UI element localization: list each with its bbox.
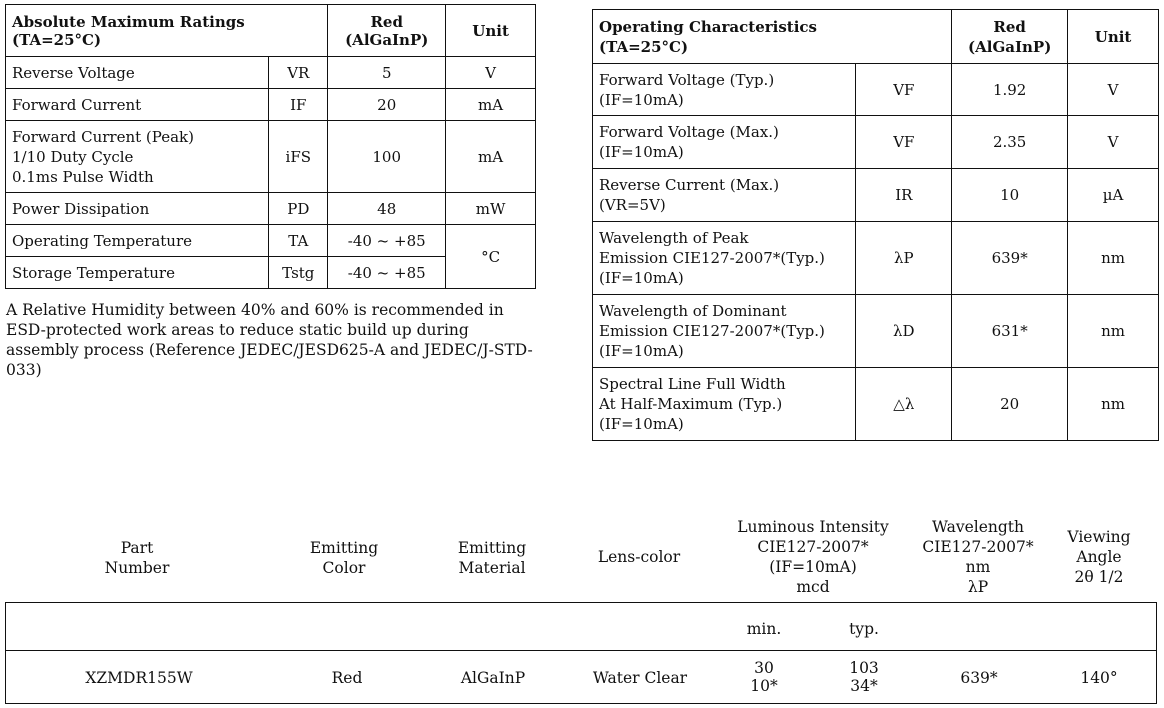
op-title-cell xyxy=(593,10,952,64)
header-emitting-material: Emitting Material xyxy=(457,539,527,577)
part-table-body xyxy=(5,602,1157,704)
emitting-color-cell: Red xyxy=(331,669,363,687)
typ-intensity-cell: 103 34* xyxy=(849,659,879,695)
table-row: Forward Voltage (Typ.) (IF=10mA) VF 1.92 V xyxy=(593,64,1159,116)
header-viewing-angle: Viewing Angle 2θ 1/2 xyxy=(1067,528,1131,586)
table-row: Spectral Line Full Width At Half-Maximum (Typ.) (IF=10mA) △λ 20 nm xyxy=(593,368,1159,441)
table-row: Forward Current IF 20 mA xyxy=(6,89,536,121)
table-row: Reverse Voltage VR 5 V xyxy=(6,57,536,89)
op-condition: (TA=25°C) xyxy=(599,37,689,56)
table-row: Wavelength of Peak Emission CIE127-2007*(Typ.) (IF=10mA) λP 639* nm xyxy=(593,222,1159,295)
table-row: Power Dissipation PD 48 mW xyxy=(6,193,536,225)
humidity-note: A Relative Humidity between 40% and 60% is recommended in ESD-protected work areas to reduce static build up during assembly process (Reference JEDEC/JESD625-A and JEDEC/J-STD-033) xyxy=(6,301,533,379)
table-row: Forward Voltage (Max.) (IF=10mA) VF 2.35 V xyxy=(593,116,1159,169)
wavelength-cell: 639* xyxy=(960,669,998,687)
operating-characteristics-table xyxy=(592,9,1159,441)
row-divider xyxy=(6,650,1156,651)
op-title: Operating Characteristics xyxy=(599,17,818,36)
viewing-angle-cell: 140° xyxy=(1080,669,1118,687)
abs-header-row xyxy=(6,5,536,57)
abs-red-header: Red (AlGaInP) xyxy=(328,5,446,57)
table-row: Operating Temperature TA -40 ~ +85 °C xyxy=(6,225,536,257)
sub-header-min: min. xyxy=(746,620,782,638)
sub-header-typ: typ. xyxy=(849,620,879,638)
part-number-cell: XZMDR155W xyxy=(85,669,193,687)
abs-title: Absolute Maximum Ratings xyxy=(12,12,245,31)
op-header-row xyxy=(593,10,1159,64)
absolute-max-ratings-table xyxy=(5,4,536,289)
header-part-number: Part Number xyxy=(104,539,170,577)
part-table-header xyxy=(5,514,1159,602)
abs-title-cell xyxy=(6,5,328,57)
table-row: Wavelength of Dominant Emission CIE127-2007*(Typ.) (IF=10mA) λD 631* nm xyxy=(593,295,1159,368)
header-emitting-color: Emitting Color xyxy=(309,539,379,577)
op-red-header: Red (AlGaInP) xyxy=(952,10,1068,64)
lens-color-cell: Water Clear xyxy=(592,669,688,687)
abs-condition: (TA=25°C) xyxy=(12,30,102,49)
header-luminous-intensity: Luminous Intensity CIE127-2007* (IF=10mA) mcd xyxy=(737,518,889,596)
table-row: Reverse Current (Max.) (VR=5V) IR 10 µA xyxy=(593,169,1159,222)
header-wavelength: Wavelength CIE127-2007* nm λP xyxy=(922,518,1034,596)
table-row: Storage Temperature Tstg -40 ~ +85 xyxy=(6,257,536,289)
abs-unit-header: Unit xyxy=(446,5,536,57)
emitting-material-cell: AlGaInP xyxy=(460,669,526,687)
table-row: Forward Current (Peak) 1/10 Duty Cycle 0.1ms Pulse Width iFS 100 mA xyxy=(6,121,536,193)
min-intensity-cell: 30 10* xyxy=(750,659,778,695)
header-lens-color: Lens-color xyxy=(597,548,681,566)
op-unit-header: Unit xyxy=(1068,10,1159,64)
